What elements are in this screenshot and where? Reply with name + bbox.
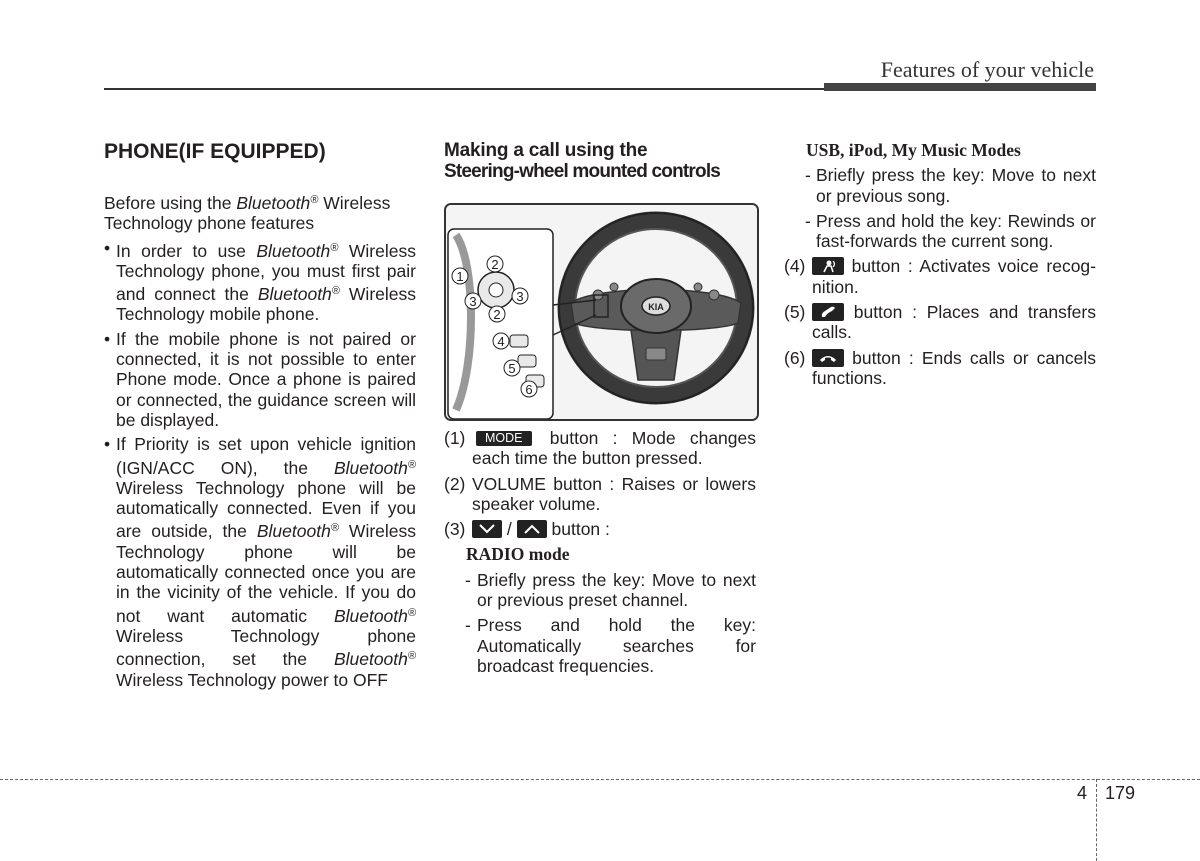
footer-divider <box>1096 779 1097 861</box>
seek-up-icon <box>517 520 547 538</box>
header-rule <box>104 88 824 90</box>
radio-mode-title: RADIO mode <box>466 544 570 565</box>
bullet-not-paired: • If the mobile phone is not paired or connected, it is not possible to enter Phone mode. Once a phone is paired or connected, the guidance screen will be displayed. <box>104 329 416 430</box>
chapter-number: 4 <box>1077 783 1088 803</box>
end-call-icon <box>812 349 844 367</box>
voice-recognition-icon <box>812 257 844 275</box>
bullet-pairing: • In order to use Bluetooth® Wireless Technology phone, you must first pair and connect the Bluetooth® Wireless Technology mobile phone. <box>104 238 416 325</box>
page-number: 179 <box>1105 783 1136 803</box>
column-making-call <box>444 140 756 196</box>
column-phone <box>104 140 416 690</box>
item-seek: (3) / button : <box>444 519 610 540</box>
usb-modes-title: USB, iPod, My Music Modes <box>806 140 1021 160</box>
callout-2-top: 2 <box>491 257 499 272</box>
callout-3-right: 3 <box>516 289 524 304</box>
subsection-heading: Making a call using the Steering-wheel mounted controls <box>444 140 721 182</box>
usb-brief-press: - Briefly press the key: Move to next or previous song. <box>805 165 1096 206</box>
item-volume: (2) VOLUME button : Raises or lowers speaker volume. <box>444 473 756 514</box>
callout-5: 5 <box>508 361 516 376</box>
radio-brief-press: - Briefly press the key: Move to next or previous preset channel. <box>465 569 756 611</box>
callout-3-left: 3 <box>469 294 477 309</box>
bullet-priority: • If Priority is set upon vehicle ignition (IGN/ACC ON), the Bluetooth® Wireless Technology phone will be automatically connected. Even if you are outside, the Bluetooth® Wireless Technology phone will be automatically connected once you are in the vicinity of the vehicle. If you do not want automatic Bluetooth® Wireless Technology phone connection, set the Bluetooth® Wireless Technology power to OFF <box>104 434 416 690</box>
callout-4: 4 <box>497 334 505 349</box>
controls-inset <box>448 229 553 419</box>
seek-down-icon <box>472 520 502 538</box>
callout-1: 1 <box>456 269 464 284</box>
callout-6: 6 <box>525 382 533 397</box>
item-end-call: (6) button : Ends calls or cancels functions. <box>784 347 1096 388</box>
item-call: (5) button : Places and transfers calls. <box>784 302 1096 343</box>
usb-press-hold: - Press and hold the key: Rewinds or fast-forwards the current song. <box>805 210 1096 252</box>
column-usb-modes <box>784 140 1096 388</box>
footer-rule <box>0 779 1200 780</box>
mode-button-icon: MODE <box>476 431 532 446</box>
running-header-title: Features of your vehicle <box>880 57 1094 82</box>
item-mode: (1) MODE button : Mode changes each time the button pressed. <box>444 428 756 469</box>
steering-wheel-illustration <box>444 203 759 421</box>
column-making-call-items <box>444 423 756 676</box>
radio-press-hold: - Press and hold the key: Automatically searches for broadcast frequencies. <box>465 615 756 676</box>
item-voice: (4) button : Activates voice recognition. <box>784 256 1096 297</box>
steering-wheel-svg <box>446 205 757 419</box>
callout-2-bottom: 2 <box>493 307 501 322</box>
header-rule-accent <box>824 83 1096 91</box>
call-icon <box>812 303 844 321</box>
intro-paragraph: Before using the Bluetooth® Wireless Technology phone features <box>104 193 391 234</box>
svg-text:KIA: KIA <box>648 302 664 312</box>
section-heading: PHONE(IF EQUIPPED) <box>104 140 326 163</box>
